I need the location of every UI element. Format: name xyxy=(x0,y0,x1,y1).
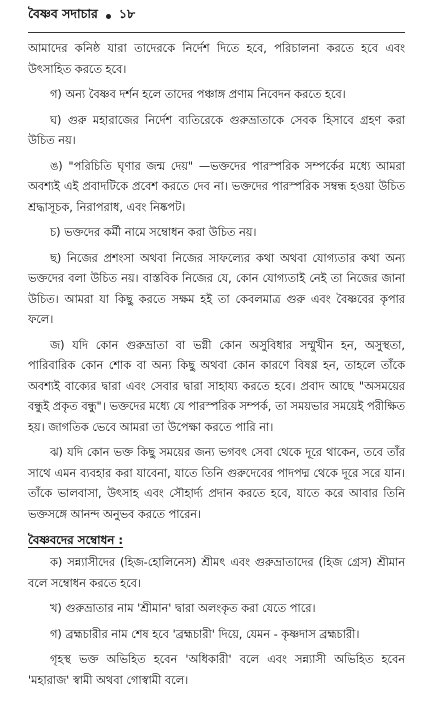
bullet-separator xyxy=(106,14,111,19)
paragraph-ga-2: গ) ব্রহ্মচারীর নাম শেষ হবে 'ব্রহ্মচারী' দিয়ে, যেমন - কৃষ্ণদাস ব্রহ্মচারী। xyxy=(50,627,360,641)
paragraph-kha: খ) গুরুভ্রাতার নাম 'শ্রীমান' দ্বারা অলংকৃত করা যেতে পারে। xyxy=(50,602,316,615)
paragraph-chha: ছ) নিজের প্রশংসা অথবা নিজের সাফল্যের কথা অথবা যোগ্যতার কথা অন্য ভক্তদের বলা উচিত নয়। বাস্তবিক নিজের যে, কোন যোগ্যতাই নেই তা নিজের জানা উচিত। আমরা যা কিছু করতে সক্ষম হই তা কেবলমাত্র গুরু এবং বৈষ্ণবের কৃপার ফলে। xyxy=(28,251,405,326)
paragraph-gha: ঘ) গুরু মহারাজের নির্দেশ ব্যতিরেকে গুরুভ্রাতাকে সেবক হিসাবে গ্রহণ করা উচিত নয়। xyxy=(28,113,405,147)
paragraph-ja: জ) যদি কোন গুরুভ্রাতা বা ভগ্নী কোন অসুবিধার সম্মুখীন হন, অসুস্থতা, পারিবারিক কোন শোক বা অন্য কিছু অথবা কোন কারণে বিষণ্ণ হন, তাহলে তাঁকে অবশ্যই বাক্যের দ্বারা এবং সেবার দ্বারা সাহায্য করতে হবে। প্রবাদ আছে "অসময়ের বন্ধুই প্রকৃত বন্ধু"। ভক্তদের মধ্যে যে পারস্পরিক সম্পর্ক, তা সময়ভার সময়েই পরীক্ষিত হয়। জাগতিক ভেবে আমরা তা উপেক্ষা করতে পারি না। xyxy=(28,338,405,434)
paragraph-grihastha: গৃহস্থ ভক্ত অভিহিত হবেন 'অধিকারী' বলে এবং সন্ন্যাসী অভিহিত হবেন 'মহারাজ' স্বামী অথবা গোস্বামী বলে। xyxy=(28,653,405,687)
section-heading: বৈষ্ণবদের সম্বোধন : xyxy=(28,533,124,547)
paragraph-cha: চ) ভক্তদের কর্মী নামে সম্বোধন করা উচিত নয়। xyxy=(50,226,257,239)
paragraph-umo: ঙ) "পরিচিতি ঘৃণার জন্ম দেয়" —ভক্তদের পারস্পরিক সম্পর্কের মধ্যে আমরা অবশ্যই এই প্রবাদটিকে প্রবেশ করতে দেব না। ভক্তদের পারস্পরিক সম্বন্ধ হওয়া উচিত শ্রদ্ধাসূচক, নিরাপরাধ, এবং নিষ্কপট। xyxy=(28,159,405,214)
paragraph-ka: ক) সন্ন্যাসীদের (হিজ-হোলিনেস) শ্রীমৎ এবং গুরুভ্রাতাদের (হিজ গ্রেস) শ্রীমান বলে সম্বোধন করতে হবে। xyxy=(28,556,405,590)
page-number: ১৮ xyxy=(118,6,136,21)
book-title: বৈষ্ণব সদাচার xyxy=(28,6,98,21)
paragraph-jha: ঝ) যদি কোন ভক্ত কিছু সময়ের জন্য ভগবৎ সেবা থেকে দূরে থাকেন, তবে তাঁর সাথে এমন ব্যবহার করা যাবেনা, যাতে তিনি গুরুদেবের পাদপদ্ম থেকে দূরে সরে যান। তাঁকে ভালবাসা, উৎসাহ এবং সৌহার্দ্য প্রদান করতে হবে, যাতে করে আবার তিনি ভক্তসঙ্গে আনন্দ অনুভব করতে পারেন। xyxy=(28,446,405,521)
page-header xyxy=(28,0,405,33)
paragraph-ga: গ) অন্য বৈষ্ণব দর্শন হলে তাদের পঞ্চাঙ্গ প্রণাম নিবেদন করতে হবে। xyxy=(50,88,346,101)
paragraph-continued: আমাদের কনিষ্ঠ যারা তাদেরকে নির্দেশ দিতে হবে, পরিচালনা করতে হবে এবং উৎসাহিত করতে হবে। xyxy=(28,42,405,76)
